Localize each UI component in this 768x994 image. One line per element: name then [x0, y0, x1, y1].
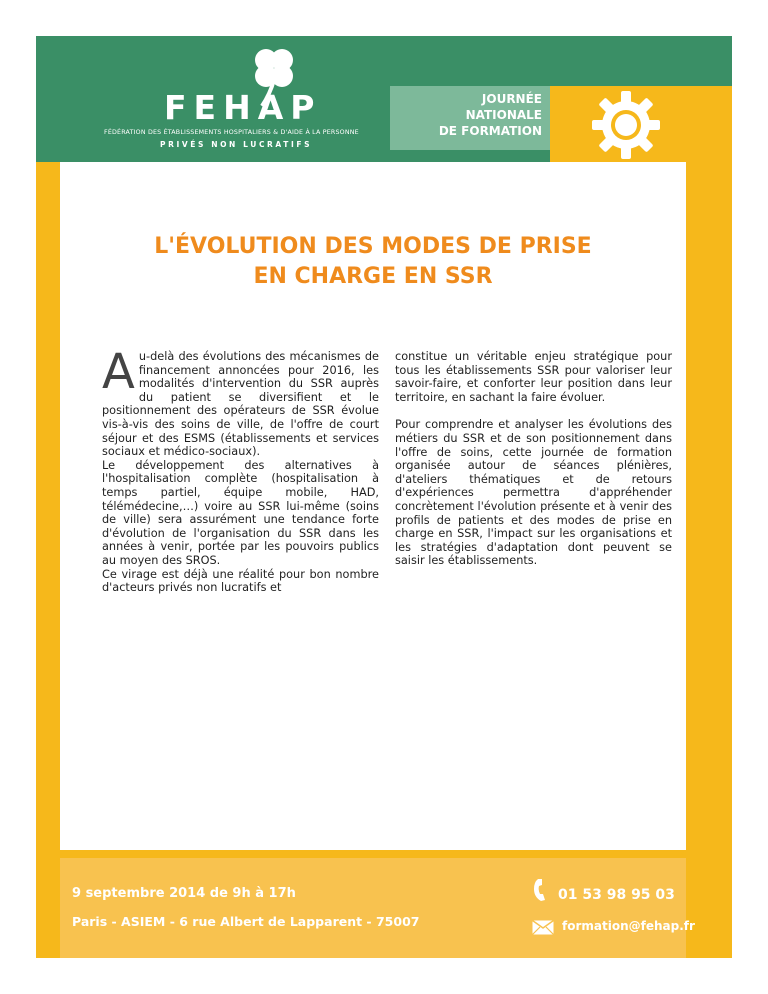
mail-icon — [532, 920, 554, 935]
prives-line: PRIVÉS NON LUCRATIFS — [160, 140, 313, 149]
journee-box — [390, 86, 550, 150]
fehap-wordmark: FEHAP — [164, 88, 322, 127]
flyer-page — [36, 36, 732, 958]
contact-email[interactable]: formation@fehap.fr — [562, 919, 695, 933]
contact-phone[interactable]: 01 53 98 95 03 — [558, 887, 675, 903]
event-location: Paris - ASIEM - 6 rue Albert de Lapparent - 75007 — [72, 914, 420, 929]
title-line1: L'ÉVOLUTION DES MODES DE PRISE — [154, 234, 592, 259]
header-band — [36, 36, 732, 162]
journee-line2: NATIONALE — [465, 108, 542, 122]
journee-line1: JOURNÉE — [481, 92, 542, 106]
dropcap-letter: A — [102, 344, 135, 400]
right-column — [395, 350, 672, 582]
gear-area — [550, 86, 732, 162]
left-paragraph-1-text: u-delà des évolutions des mécanismes de financement annoncées pour 2016, les modalités d'intervention du SSR auprès du patient se diversifient et le positionnement des opérateurs de SSR évolue vis-à-vis des soins de ville, de l'offre de court séjour et des ESMS (établissements et services sociaux et médico-sociaux). — [102, 350, 379, 459]
right-paragraph-1: constitue un véritable enjeu stratégique pour tous les établissements SSR pour valoriser leur savoir-faire, et conforter leur position dans leur territoire, en sachant la faire évoluer. — [395, 350, 672, 404]
event-date: 9 septembre 2014 de 9h à 17h — [72, 886, 296, 901]
right-paragraph-2: Pour comprendre et analyser les évolutions des métiers du SSR et de son positionnement dans l'offre de soins, cette journée de formation organisée autour de séances plénières, d'ateliers thématiques et de retours d'expériences permettra d'appréhender concrètement l'évolution présente et à venir des profils de patients et des modes de prise en charge en SSR, l'impact sur les organisations et les stratégies d'adaptation dont peuvent se saisir les établissements. — [395, 418, 672, 568]
left-column — [102, 344, 379, 609]
phone-icon — [532, 877, 552, 903]
journee-line3: DE FORMATION — [438, 124, 542, 138]
gear-icon — [590, 89, 662, 161]
left-paragraph-1 — [102, 344, 379, 459]
title-line2: EN CHARGE EN SSR — [253, 264, 493, 289]
federation-line: FÉDÉRATION DES ÉTABLISSEMENTS HOSPITALIERS & D'AIDE À LA PERSONNE — [104, 129, 359, 136]
page-title — [60, 232, 686, 292]
footer-band — [60, 858, 686, 958]
content-card — [60, 162, 686, 850]
left-paragraph-2: Le développement des alternatives à l'hospitalisation complète (hospitalisation à temps partiel, équipe mobile, HAD, télémédecine,…) voire au SSR lui-même (soins de ville) sera assurément une tendance forte d'évolution de l'organisation du SSR dans les années à venir, portée par les pouvoirs publics au moyen des SROS. — [102, 458, 379, 567]
left-paragraph-3: Ce virage est déjà une réalité pour bon nombre d'acteurs privés non lucratifs et — [102, 567, 379, 595]
